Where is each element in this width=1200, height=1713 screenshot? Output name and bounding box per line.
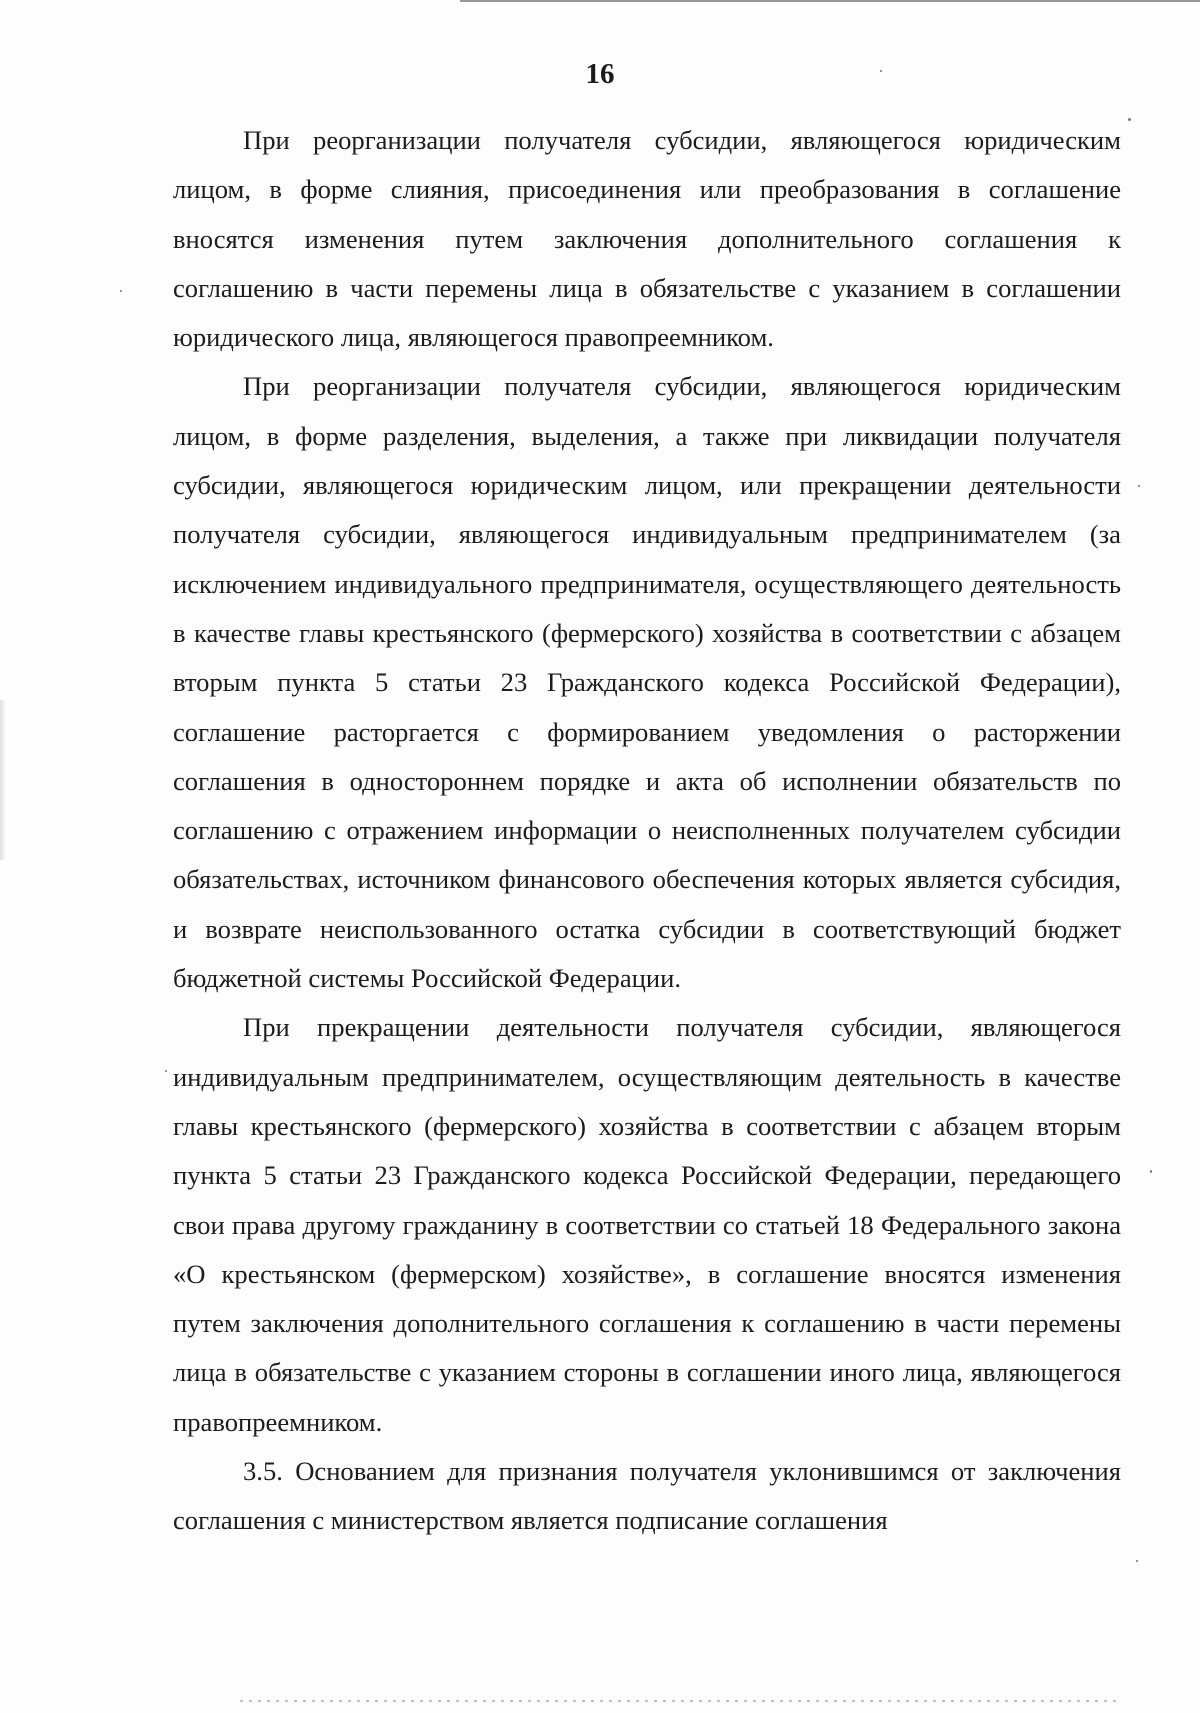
scan-speck xyxy=(1150,1170,1152,1173)
paragraph-division-liquidation: При реорганизации получателя субсидии, являющегося юридическим лицом, в форме разделения, выделения, а также при ликвидации получателя субсидии, являющегося юридическим лицом, или прекращении деятельности получателя субсидии, являющегося индивидуальным предпринимателем (за исключением индивидуального предпринимателя, осуществляющего деятельность в качестве главы крестьянского (фермерского) хозяйства в соответствии с абзацем вторым пункта 5 статьи 23 Гражданского кодекса Российской Федерации), соглашение расторгается с формированием уведомления о расторжении соглашения в одностороннем порядке и акта об исполнении обязательств по соглашению с отражением информации о неисполненных получателем субсидии обязательствах, источником финансового обеспечения которых является субсидия, и возврате неиспользованного остатка субсидии в соответствующий бюджет бюджетной системы Российской Федерации. xyxy=(173,371,1121,994)
scan-speck xyxy=(120,290,122,292)
scan-speck xyxy=(1128,118,1131,121)
scan-bottom-edge xyxy=(240,1700,1120,1702)
scan-speck xyxy=(1138,485,1140,487)
paragraph-farm-head-termination: При прекращении деятельности получателя субсидии, являющегося индивидуальным предпринимателем, осуществляющим деятельность в качестве главы крестьянского (фермерского) хозяйства в соответствии с абзацем вторым пункта 5 статьи 23 Гражданского кодекса Российской Федерации, передающего свои права другому гражданину в соответствии со статьей 18 Федерального закона «О крестьянском (фермерском) хозяйстве», в соглашение вносятся изменения путем заключения дополнительного соглашения к соглашению в части перемены лица в обязательстве с указанием стороны в соглашении иного лица, являющегося правопреемником. xyxy=(173,1012,1121,1437)
scan-speck xyxy=(165,1070,167,1072)
paragraph-merger: При реорганизации получателя субсидии, являющегося юридическим лицом, в форме слияния, присоединения или преобразования в соглашение вносятся изменения путем заключения дополнительного соглашения к соглашению в части перемены лица в обязательстве с указанием в соглашении юридического лица, являющегося правопреемником. xyxy=(173,125,1121,353)
scan-speck xyxy=(1136,1560,1138,1562)
scan-speck xyxy=(880,70,882,72)
paragraph-3-5: 3.5. Основанием для признания получателя уклонившимся от заключения соглашения с министерством является подписание соглашения xyxy=(173,1456,1121,1536)
scan-top-edge xyxy=(460,0,1200,2)
document-body xyxy=(173,116,1121,1546)
scan-left-shadow xyxy=(0,700,6,860)
page-number: 16 xyxy=(585,58,615,90)
